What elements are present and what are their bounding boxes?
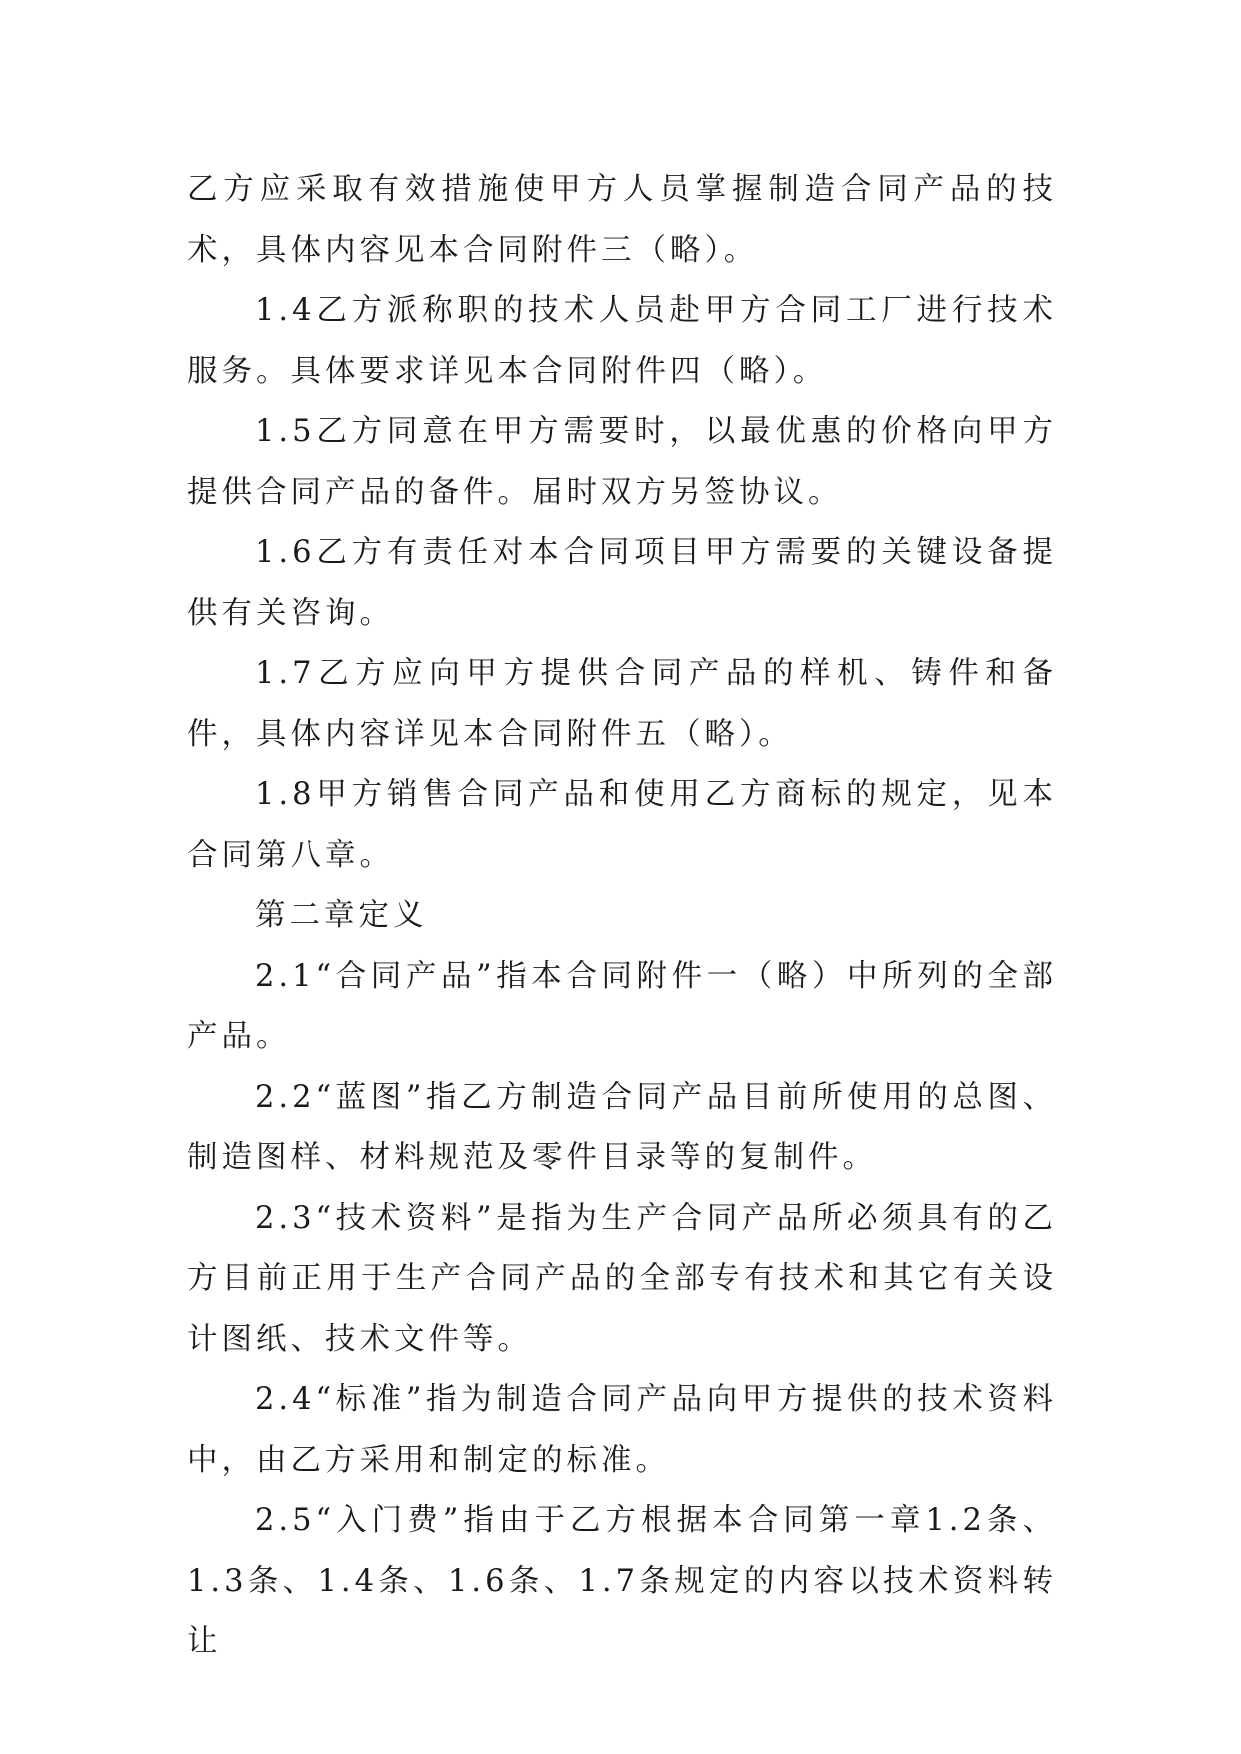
- paragraph-clause-1-5: 1.5乙方同意在甲方需要时，以最优惠的价格向甲方提供合同产品的备件。届时双方另签协议。: [187, 414, 1057, 510]
- paragraph-clause-1-8: 1.8甲方销售合同产品和使用乙方商标的规定，见本合同第八章。: [187, 777, 1057, 873]
- paragraph-clause-2-2: 2.2“蓝图”指乙方制造合同产品目前所使用的总图、制造图样、材料规范及零件目录等的复制件。: [187, 1079, 1057, 1175]
- paragraph-clause-2-4: 2.4“标准”指为制造合同产品向甲方提供的技术资料中，由乙方采用和制定的标准。: [187, 1382, 1057, 1478]
- paragraph-clause-2-5: 2.5“入门费”指由于乙方根据本合同第一章1.2条、1.3条、1.4条、1.6条、1.7条规定的内容以技术资料转让: [187, 1503, 1057, 1659]
- document-body: [187, 160, 1057, 1673]
- paragraph-clause-2-1: 2.1“合同产品”指本合同附件一（略）中所列的全部产品。: [187, 958, 1057, 1054]
- chapter-heading: 第二章定义: [255, 898, 428, 933]
- paragraph-clause-1-6: 1.6乙方有责任对本合同项目甲方需要的关键设备提供有关咨询。: [187, 535, 1057, 631]
- paragraph-clause-1-4: 1.4乙方派称职的技术人员赴甲方合同工厂进行技术服务。具体要求详见本合同附件四（略）。: [187, 293, 1057, 389]
- paragraph-clause-1-7: 1.7乙方应向甲方提供合同产品的样机、铸件和备件，具体内容详见本合同附件五（略）。: [187, 656, 1057, 752]
- paragraph-clause-2-3: 2.3“技术资料”是指为生产合同产品所必须具有的乙方目前正用于生产合同产品的全部专有技术和其它有关设计图纸、技术文件等。: [187, 1200, 1057, 1357]
- paragraph-continuation: 乙方应采取有效措施使甲方人员掌握制造合同产品的技术，具体内容见本合同附件三（略）。: [187, 172, 1057, 268]
